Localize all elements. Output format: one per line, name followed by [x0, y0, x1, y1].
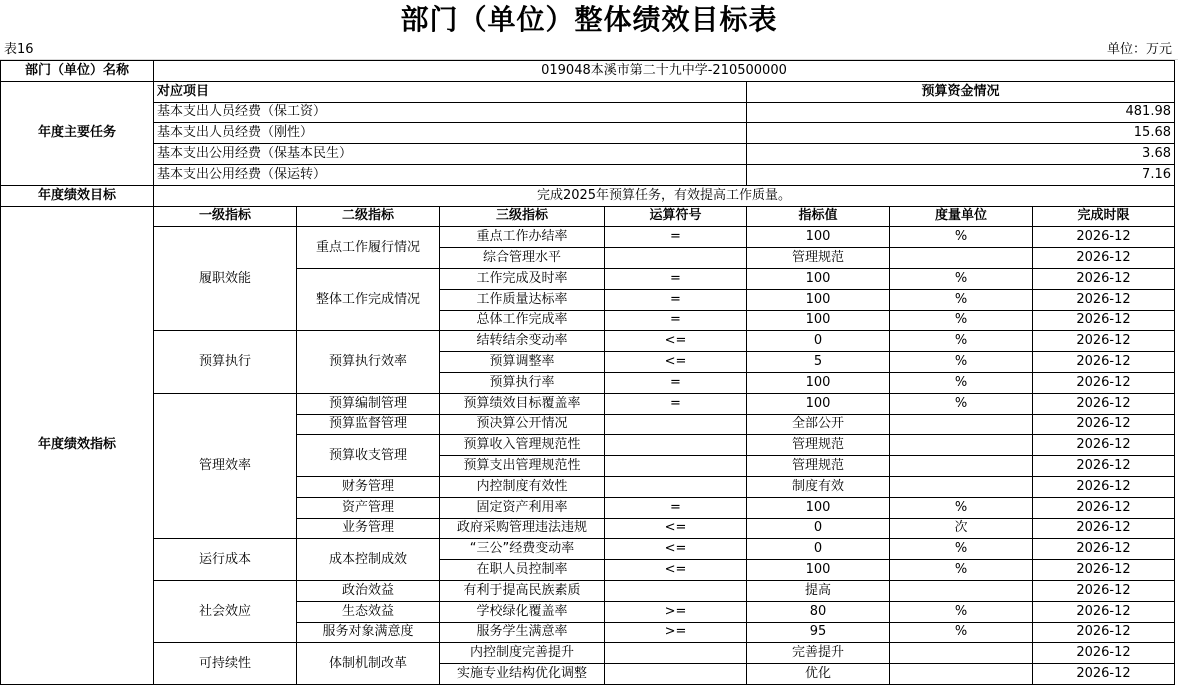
target-value: 100	[747, 497, 890, 518]
target-value: 80	[747, 601, 890, 622]
operator	[605, 476, 747, 497]
task-item: 基本支出公用经费（保基本民生）	[154, 144, 747, 165]
dept-name: 019048本溪市第二十九中学-210500000	[154, 61, 1175, 82]
task-amount: 481.98	[747, 102, 1175, 123]
level3-indicator: 预算支出管理规范性	[440, 456, 605, 477]
deadline: 2026-12	[1033, 622, 1175, 643]
measure-unit	[890, 664, 1033, 685]
level2-indicator: 重点工作履行情况	[297, 227, 440, 269]
level3-indicator: 重点工作办结率	[440, 227, 605, 248]
target-value: 95	[747, 622, 890, 643]
table-number: 表16	[4, 42, 34, 57]
level3-indicator: 政府采购管理违法违规	[440, 518, 605, 539]
deadline: 2026-12	[1033, 601, 1175, 622]
level2-indicator: 预算监督管理	[297, 414, 440, 435]
deadline: 2026-12	[1033, 310, 1175, 331]
deadline: 2026-12	[1033, 331, 1175, 352]
header-row	[0, 40, 1178, 60]
level1-indicator: 预算执行	[154, 331, 297, 393]
measure-unit: %	[890, 227, 1033, 248]
measure-unit: %	[890, 560, 1033, 581]
header-value: 指标值	[747, 206, 890, 227]
level3-indicator: 综合管理水平	[440, 248, 605, 269]
level2-indicator: 政治效益	[297, 580, 440, 601]
dept-label: 部门（单位）名称	[1, 61, 154, 82]
target-value: 100	[747, 268, 890, 289]
operator: =	[605, 268, 747, 289]
deadline: 2026-12	[1033, 268, 1175, 289]
task-amount: 3.68	[747, 144, 1175, 165]
measure-unit	[890, 248, 1033, 269]
deadline: 2026-12	[1033, 497, 1175, 518]
task-item: 基本支出人员经费（保工资）	[154, 102, 747, 123]
operator	[605, 664, 747, 685]
indicator-row	[1, 331, 1175, 352]
level3-indicator: 预算执行率	[440, 372, 605, 393]
level3-indicator: 预决算公开情况	[440, 414, 605, 435]
measure-unit	[890, 456, 1033, 477]
measure-unit	[890, 643, 1033, 664]
target-value: 100	[747, 289, 890, 310]
col-budget-header: 预算资金情况	[747, 81, 1175, 102]
level3-indicator: 工作完成及时率	[440, 268, 605, 289]
level2-indicator: 预算编制管理	[297, 393, 440, 414]
level3-indicator: 固定资产利用率	[440, 497, 605, 518]
measure-unit: %	[890, 352, 1033, 373]
level3-indicator: 内控制度有效性	[440, 476, 605, 497]
header-unit: 度量单位	[890, 206, 1033, 227]
target-value: 100	[747, 372, 890, 393]
operator: >=	[605, 622, 747, 643]
level2-indicator: 成本控制成效	[297, 539, 440, 581]
indicators-label: 年度绩效指标	[1, 206, 154, 684]
operator: >=	[605, 601, 747, 622]
deadline: 2026-12	[1033, 227, 1175, 248]
target-value: 100	[747, 227, 890, 248]
measure-unit	[890, 476, 1033, 497]
level2-indicator: 资产管理	[297, 497, 440, 518]
target-value: 提高	[747, 580, 890, 601]
target-value: 制度有效	[747, 476, 890, 497]
measure-unit: %	[890, 601, 1033, 622]
header-op: 运算符号	[605, 206, 747, 227]
level3-indicator: 结转结余变动率	[440, 331, 605, 352]
target-value: 优化	[747, 664, 890, 685]
deadline: 2026-12	[1033, 414, 1175, 435]
level2-indicator: 整体工作完成情况	[297, 268, 440, 330]
target-value: 管理规范	[747, 435, 890, 456]
indicator-row	[1, 580, 1175, 601]
deadline: 2026-12	[1033, 643, 1175, 664]
deadline: 2026-12	[1033, 289, 1175, 310]
measure-unit: %	[890, 289, 1033, 310]
level3-indicator: 实施专业结构优化调整	[440, 664, 605, 685]
target-value: 管理规范	[747, 456, 890, 477]
measure-unit	[890, 435, 1033, 456]
col-item-header: 对应项目	[154, 81, 747, 102]
target-value: 0	[747, 331, 890, 352]
deadline: 2026-12	[1033, 352, 1175, 373]
level1-indicator: 运行成本	[154, 539, 297, 581]
level2-indicator: 服务对象满意度	[297, 622, 440, 643]
deadline: 2026-12	[1033, 664, 1175, 685]
level2-indicator: 财务管理	[297, 476, 440, 497]
level3-indicator: 预算绩效目标覆盖率	[440, 393, 605, 414]
target-value: 0	[747, 518, 890, 539]
measure-unit: %	[890, 497, 1033, 518]
deadline: 2026-12	[1033, 580, 1175, 601]
level3-indicator: 服务学生满意率	[440, 622, 605, 643]
deadline: 2026-12	[1033, 435, 1175, 456]
operator	[605, 435, 747, 456]
level2-indicator: 业务管理	[297, 518, 440, 539]
operator: =	[605, 310, 747, 331]
deadline: 2026-12	[1033, 560, 1175, 581]
operator: =	[605, 227, 747, 248]
deadline: 2026-12	[1033, 372, 1175, 393]
indicator-row	[1, 227, 1175, 248]
operator	[605, 643, 747, 664]
level3-indicator: 预算调整率	[440, 352, 605, 373]
level1-indicator: 管理效率	[154, 393, 297, 539]
performance-table	[0, 60, 1175, 685]
deadline: 2026-12	[1033, 476, 1175, 497]
level2-indicator: 体制机制改革	[297, 643, 440, 685]
target-value: 100	[747, 393, 890, 414]
task-item: 基本支出公用经费（保运转）	[154, 164, 747, 185]
measure-unit: %	[890, 372, 1033, 393]
header-l2: 二级指标	[297, 206, 440, 227]
target-value: 5	[747, 352, 890, 373]
unit-label: 单位：万元	[1106, 42, 1172, 57]
measure-unit	[890, 580, 1033, 601]
deadline: 2026-12	[1033, 456, 1175, 477]
task-item: 基本支出人员经费（刚性）	[154, 123, 747, 144]
operator: =	[605, 497, 747, 518]
level3-indicator: 在职人员控制率	[440, 560, 605, 581]
operator	[605, 414, 747, 435]
indicator-row	[1, 393, 1175, 414]
operator: <=	[605, 352, 747, 373]
deadline: 2026-12	[1033, 393, 1175, 414]
measure-unit: 次	[890, 518, 1033, 539]
level2-indicator: 预算执行效率	[297, 331, 440, 393]
level2-indicator: 生态效益	[297, 601, 440, 622]
target-value: 100	[747, 560, 890, 581]
operator	[605, 248, 747, 269]
level1-indicator: 可持续性	[154, 643, 297, 685]
indicator-row	[1, 539, 1175, 560]
header-l3: 三级指标	[440, 206, 605, 227]
target-value: 100	[747, 310, 890, 331]
level1-indicator: 履职效能	[154, 227, 297, 331]
header-deadline: 完成时限	[1033, 206, 1175, 227]
operator: =	[605, 372, 747, 393]
task-amount: 7.16	[747, 164, 1175, 185]
operator: <=	[605, 331, 747, 352]
level3-indicator: 总体工作完成率	[440, 310, 605, 331]
target-value: 完善提升	[747, 643, 890, 664]
measure-unit: %	[890, 331, 1033, 352]
level3-indicator: “三公”经费变动率	[440, 539, 605, 560]
operator	[605, 580, 747, 601]
target-value: 管理规范	[747, 248, 890, 269]
deadline: 2026-12	[1033, 539, 1175, 560]
level3-indicator: 学校绿化覆盖率	[440, 601, 605, 622]
operator: <=	[605, 560, 747, 581]
measure-unit: %	[890, 622, 1033, 643]
level3-indicator: 预算收入管理规范性	[440, 435, 605, 456]
level3-indicator: 工作质量达标率	[440, 289, 605, 310]
operator: =	[605, 393, 747, 414]
page-title: 部门（单位）整体绩效目标表	[400, 3, 778, 36]
header-l1: 一级指标	[154, 206, 297, 227]
operator	[605, 456, 747, 477]
operator: <=	[605, 518, 747, 539]
measure-unit: %	[890, 310, 1033, 331]
task-amount: 15.68	[747, 123, 1175, 144]
level2-indicator: 预算收支管理	[297, 435, 440, 477]
measure-unit: %	[890, 539, 1033, 560]
operator: =	[605, 289, 747, 310]
measure-unit: %	[890, 393, 1033, 414]
indicator-row	[1, 643, 1175, 664]
tasks-label: 年度主要任务	[1, 81, 154, 185]
level1-indicator: 社会效应	[154, 580, 297, 642]
target-value: 全部公开	[747, 414, 890, 435]
deadline: 2026-12	[1033, 248, 1175, 269]
goal-text: 完成2025年预算任务，有效提高工作质量。	[154, 185, 1175, 206]
operator: <=	[605, 539, 747, 560]
measure-unit: %	[890, 268, 1033, 289]
goal-label: 年度绩效目标	[1, 185, 154, 206]
level3-indicator: 内控制度完善提升	[440, 643, 605, 664]
level3-indicator: 有利于提高民族素质	[440, 580, 605, 601]
deadline: 2026-12	[1033, 518, 1175, 539]
target-value: 0	[747, 539, 890, 560]
measure-unit	[890, 414, 1033, 435]
